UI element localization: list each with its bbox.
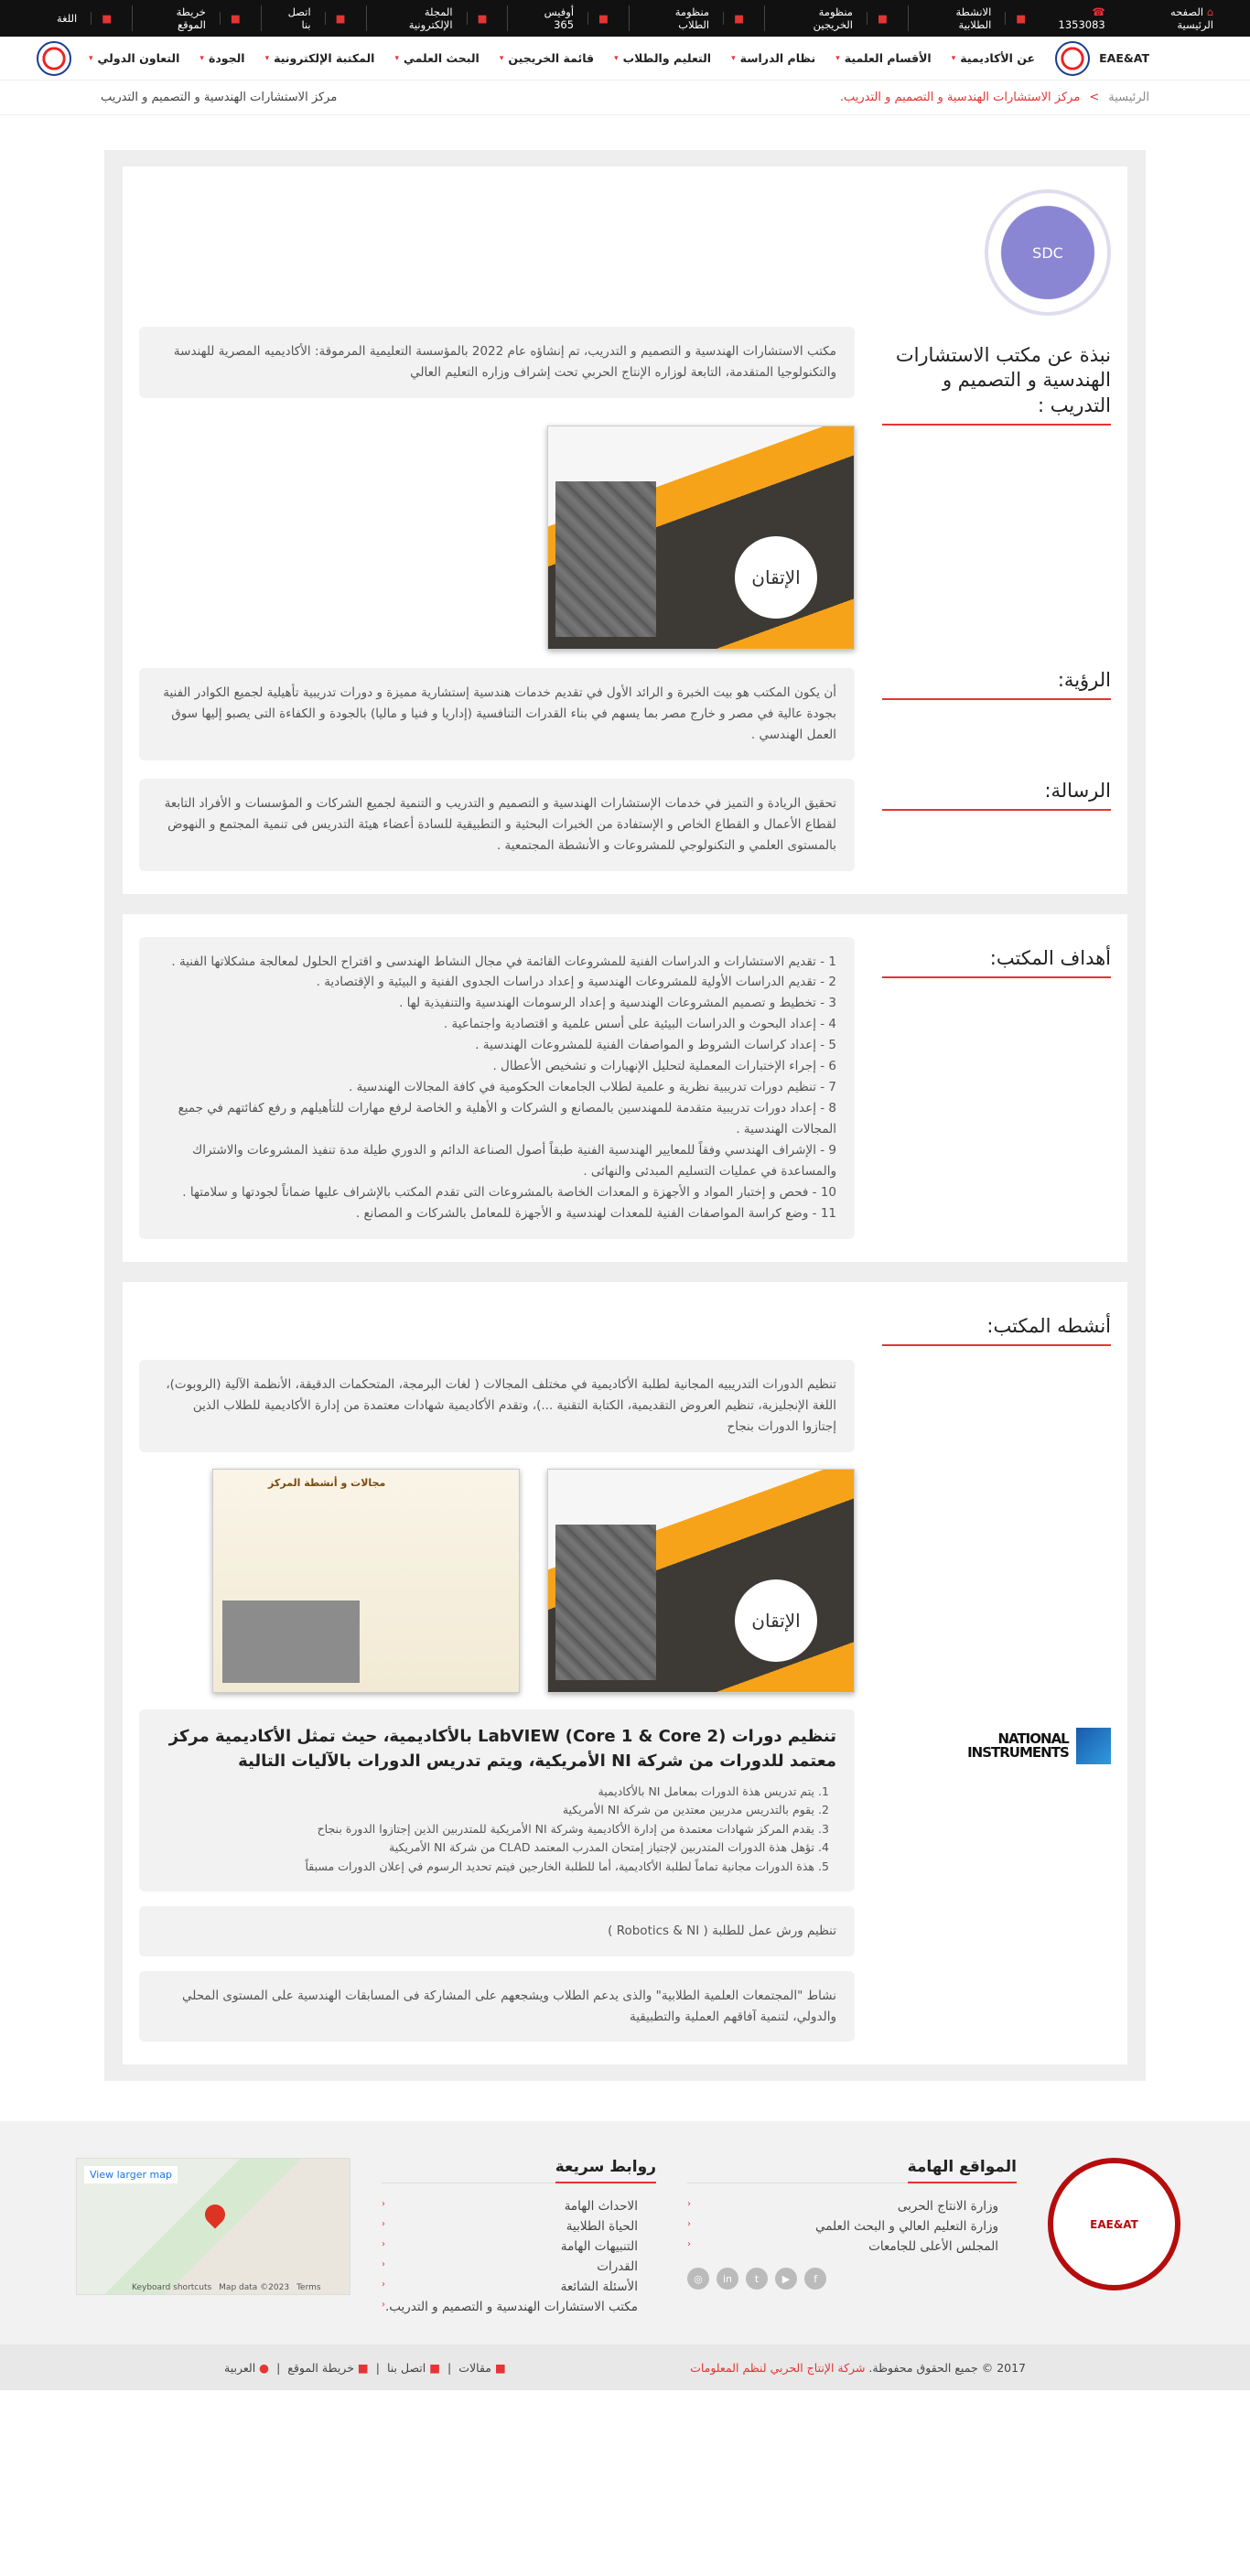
chevron-left-icon: ‹	[382, 2219, 385, 2230]
facebook-icon[interactable]: f	[804, 2268, 826, 2290]
goal-item: 4 - إعداد البحوث و الدراسات البيئية على أسس علمية و اقتصادية واجتماعية .	[443, 1017, 836, 1032]
chevron-left-icon: ‹	[382, 2259, 385, 2270]
site-link[interactable]: المجلس الأعلى للجامعات ‹	[687, 2239, 998, 2255]
top-link-graduates[interactable]: ■ منظومة الخريجين	[764, 5, 908, 31]
top-link-office365[interactable]: ■ أوفيس 365	[507, 5, 628, 31]
chevron-left-icon: ‹	[382, 2239, 385, 2250]
instagram-icon[interactable]: ◎	[687, 2268, 709, 2290]
chevron-left-icon: ‹	[382, 2280, 385, 2290]
social-links	[687, 2268, 1017, 2290]
chevron-down-icon: ▾	[951, 53, 956, 63]
office-poster: الإتقان	[547, 426, 855, 650]
chevron-down-icon: ▾	[614, 53, 619, 63]
goal-item: 10 - فحص و إختبار المواد و الأجهزة و المعدات الخاصة بالمشروعات التى تقدم المكتب بالإشراف عليها ضماناً لجودتها و سلامتها .	[182, 1184, 836, 1200]
articles-link[interactable]: ■ مقالات	[458, 2360, 506, 2375]
goal-item: 1 - تقديم الاستشارات و الدراسات الفنية للمشروعات القائمة في مجال النشاط الهندسى و اقتراح الحلول لمعالجة مشكلاتها الفنية .	[171, 954, 836, 969]
footer	[0, 2121, 1250, 2344]
bottom-bar: 2017 © جميع الحقوق محفوظة. شركة الإنتاج الحربي لنظم المعلومات ■ مقالات | ■ اتصل بنا | ■ خريطة الموقع | ● العربية	[0, 2344, 1250, 2390]
chevron-down-icon: ▾	[264, 53, 270, 63]
goal-item: 7 - تنظيم دورات تدريبية نظرية و علمية لطلاب الجامعات الحكومية في كافة المجالات الهندسية .	[348, 1080, 836, 1095]
copyright: 2017 © جميع الحقوق محفوظة. شركة الإنتاج الحربي لنظم المعلومات	[690, 2360, 1026, 2375]
chevron-down-icon: ▾	[199, 53, 204, 63]
top-link-sitemap[interactable]: ■ خريطة الموقع	[132, 5, 261, 31]
nav-item-research[interactable]: البحث العلمي ▾	[394, 51, 480, 65]
quick-link[interactable]: القدرات ‹	[382, 2259, 638, 2275]
map-pin-icon	[200, 2201, 229, 2229]
goal-item: 8 - إعداد دورات تدريبية متقدمة للمهندسين بالمصانع و الشركات و الأهلية و الخاصة لرفع مهارات للتأهيلهم و رفع كفائتهم في جميع المجالات الهندسية .	[178, 1101, 836, 1137]
chevron-down-icon: ▾	[731, 53, 736, 63]
chevron-down-icon: ▾	[835, 53, 840, 63]
activities-intro: تنظيم الدورات التدريبيه المجانية لطلبة الأكاديمية في مختلف المجالات ( لغات البرمجة، المتحكمات الدقيقة، الأنظمة الآلية (الروبوت)، اللغة الإنجليزية، تنظيم العروض التقديمية، الكتابة التقنية ...)، وتقدم الأكاديمية شهادات معتمدة من إدارة الأكاديمية للطلاب الذين إجتازوا الدورات بنجاح	[139, 1360, 855, 1452]
workshops-text: تنظيم ورش عمل للطلبة ( Robotics & NI )	[139, 1906, 855, 1956]
list-item: 5. هذة الدورات مجانية تماماً لطلبة الأكاديمية، أما للطلبة الخارجين فيتم تحديد الرسوم في إعلان الدورات مسبقاً	[157, 1858, 814, 1877]
chevron-down-icon: ▾	[394, 53, 399, 63]
nav-item-graduates[interactable]: قائمة الخريجين ▾	[499, 51, 595, 65]
main-nav	[0, 37, 1250, 81]
societies-text: نشاط "المجتمعات العلمية الطلابية" والذى يدعم الطلاب ويشجعهم على المشاركة فى المسابقات الهندسية على المستوى المحلي والدولي، لتنمية آفاقهم العملية والتطبيقية	[139, 1971, 855, 2042]
goal-item: 5 - إعداد كراسات الشروط و المواصفات الفنية للمشروعات الهندسية .	[475, 1038, 836, 1053]
top-link-journal[interactable]: ■ المجلة الإلكترونية	[366, 5, 508, 31]
home-icon: ⌂	[1206, 5, 1213, 18]
list-item: 4. تؤهل هذة الدورات المتدربين لإجتياز إمتحان المدرب المعتمد CLAD من شركة NI الأمريكية	[157, 1838, 814, 1858]
top-link-students[interactable]: ■ منظومة الطلاب	[629, 5, 764, 31]
activities-title: أنشطه المكتب:	[882, 1314, 1111, 1346]
goal-item: 3 - تخطيط و تصميم المشروعات الهندسية و إعداد الرسومات الهندسية والتنفيذية لها .	[399, 996, 836, 1011]
about-text: مكتب الاستشارات الهندسية و التصميم و التدريب، تم إنشاؤه عام 2022 بالمؤسسة التعليمية المرموقة: الأكاديميه المصرية للهندسة والتكنولوجيا المتقدمة، التابعة لوزاره الإنتاج الحربي تحت إشراف وزاره التعليم العالي	[139, 327, 855, 398]
nav-item-library[interactable]: المكتبة الإلكترونية ▾	[264, 51, 375, 65]
location-map[interactable]: View larger map Keyboard shortcuts Map data ©2023 Terms	[76, 2158, 350, 2295]
youtube-icon[interactable]: ▶	[775, 2268, 797, 2290]
list-item: 3. يقدم المركز شهادات معتمدة من إدارة الأكاديمية وشركة NI الأمريكية للمتدربين الذين إجتازوا الدورة بنجاح	[157, 1820, 814, 1839]
goal-item: 9 - الإشراف الهندسي وفقاً للمعايير الهندسية الفنية طبقاً أصول الصناعة الدائم و الدوري طيلة مدة تنفيذ المشروعات والاشتراك والمساعدة في عمليات التسليم المبدئى والنهائى .	[192, 1142, 836, 1179]
ni-logo-icon	[1076, 1728, 1111, 1764]
quick-link[interactable]: التنبيهات الهامة ‹	[382, 2239, 638, 2255]
national-instruments-logo: NATIONAL INSTRUMENTS	[900, 1728, 1111, 1764]
content-wrapper	[104, 150, 1146, 2081]
site-link[interactable]: وزارة التعليم العالي و البحث العلمي ‹	[687, 2219, 998, 2235]
quick-link[interactable]: الحياة الطلابية ‹	[382, 2219, 638, 2235]
nav-item-international[interactable]: التعاون الدولي ▾	[88, 51, 180, 65]
goal-item: 6 - إجراء الإختبارات المعملية لتحليل الإنهيارات و تشخيص الأعطال .	[492, 1059, 836, 1074]
academy-logo: EAE&AT	[1048, 2158, 1180, 2290]
top-bar	[0, 0, 1250, 37]
list-item: 2. يقوم بالتدريس مدربين معتدين من شركة NI الأمريكية	[157, 1801, 814, 1820]
goal-item: 11 - وضع كراسة المواصفات الفنية للمعدات لهندسية و الأجهزة للمعامل بالشركات و المصانع .	[355, 1205, 836, 1221]
top-link-activities[interactable]: ■ الانشطة الطلابية	[908, 5, 1046, 31]
linkedin-icon[interactable]: in	[717, 2268, 738, 2290]
university-seal	[37, 41, 71, 76]
chevron-left-icon: ‹	[687, 2219, 691, 2230]
goals-card	[123, 914, 1127, 1262]
nav-item-departments[interactable]: الأقسام العلمية ▾	[835, 51, 932, 65]
goals-list	[139, 937, 855, 1239]
breadcrumb-bar	[0, 81, 1250, 115]
breadcrumb-home[interactable]: الرئيسية	[1108, 91, 1149, 104]
goal-item: 2 - تقديم الدراسات الأولية للمشروعات الهندسية و إعداد دراسات الجدوى الفنية و البيئية و الإقتصادية .	[316, 975, 836, 990]
brand-logo	[1055, 41, 1090, 76]
office-poster: الإتقان	[547, 1469, 855, 1693]
activities-card	[123, 1282, 1127, 2065]
list-item: 1. يتم تدريس هذة الدورات بمعامل NI بالأكاديمية	[157, 1783, 814, 1802]
goals-title: أهداف المكتب:	[882, 946, 1111, 978]
labview-courses: تنظيم دورات LabVIEW (Core 1 & Core 2) بالأكاديمية، حيث تمثل الأكاديمية مركز معتمد للدورات من شركة NI الأمريكية، ويتم تدريس الدورات بالآليات التالية 1. يتم تدريس هذة الدورات بمعامل NI بالأكاديمية 2. يقوم بالتدريس مدربين معتدين من شركة NI الأمريكية 3. يقدم المركز شهادات معتمدة من إدارة الأكاديمية وشركة NI الأمريكية للمتدربين الذين إجتازوا الدورة بنجاح 4. تؤهل هذة الدورات المتدربين لإجتياز إمتحان المدرب المعتمد CLAD من شركة NI الأمريكية 5. هذة الدورات مجانية تماماً لطلبة الأكاديمية، أما للطلبة الخارجين فيتم تحديد الرسوم في إعلان الدورات مسبقاً	[139, 1709, 855, 1892]
sitemap-link[interactable]: ■ خريطة الموقع	[287, 2360, 369, 2375]
vision-text: أن يكون المكتب هو بيت الخبرة و الرائد الأول في تقديم خدمات هندسية إستشارية مميزة و دورات تدريبية تأهيلية لجميع الكوادر الفنية بجودة عالية في مصر و خارج مصر بما يسهم في بناء القدرات التنافسية (إداريا و فنيا و ماليا) بالجودة و الكفاءة التى يصبو إليها سوق العمل الهندسي .	[139, 668, 855, 760]
about-card	[123, 167, 1127, 894]
nav-item-study-system[interactable]: نظام الدراسة ▾	[731, 51, 816, 65]
home-link[interactable]: ⌂ الصفحه الرئيسية	[1169, 5, 1213, 31]
phone: ☎ 1353083	[1058, 5, 1105, 31]
brand[interactable]: EAE&AT	[1055, 41, 1149, 76]
sdc-logo: SDC	[985, 189, 1111, 316]
about-title: نبذة عن مكتب الاستشارات الهندسية و التصميم و التدريب :	[882, 343, 1111, 426]
breadcrumb: الرئيسية > مركز الاستشارات الهندسية و التصميم و التدريب.	[839, 91, 1149, 104]
sites-title: المواقع الهامة	[908, 2158, 1017, 2183]
chevron-left-icon: ‹	[382, 2199, 385, 2210]
chevron-down-icon: ▾	[88, 53, 93, 63]
twitter-icon[interactable]: t	[746, 2268, 768, 2290]
activities-flyer: مجالات و أنشطة المركز	[212, 1469, 520, 1693]
chevron-left-icon: ‹	[687, 2199, 691, 2210]
top-link-language[interactable]: ■ اللغة	[37, 12, 132, 25]
phone-icon: ☎	[1092, 5, 1105, 18]
quick-link[interactable]: الأسئلة الشائعة ‹	[382, 2280, 638, 2295]
chevron-down-icon: ▾	[499, 53, 504, 63]
quick-links-title: روابط سريعة	[555, 2158, 656, 2183]
quick-link[interactable]: مكتب الاستشارات الهندسية و التصميم و التدريب. ‹	[382, 2300, 638, 2315]
company-link[interactable]: شركة الإنتاج الحربي لنظم المعلومات	[690, 2360, 866, 2375]
contact-link[interactable]: ■ اتصل بنا	[386, 2360, 441, 2375]
nav-item-about[interactable]: عن الأكاديمية ▾	[951, 51, 1036, 65]
vision-title: الرؤية:	[882, 668, 1111, 700]
chevron-left-icon: ‹	[687, 2239, 691, 2250]
page-title: مركز الاستشارات الهندسية و التصميم و التدريب	[101, 91, 338, 104]
breadcrumb-current: مركز الاستشارات الهندسية و التصميم و التدريب.	[839, 91, 1081, 104]
nav-item-education[interactable]: التعليم والطلاب ▾	[614, 51, 712, 65]
site-link[interactable]: وزارة الانتاج الحربى ‹	[687, 2199, 998, 2215]
mission-text: تحقيق الريادة و التميز في خدمات الإستشارات الهندسية و التصميم و التدريب و التنمية لجميع الشركات و المؤسسات و الأفراد التابعة لقطاع الأعمال و القطاع الخاص و الإستفادة من الخبرات البحثية و التطبيقية للسادة أعضاء هيئة التدريس فى تنمية المجتمع و النهوض بالمستوى العلمي و التكنولوجي للمشروعات و الأنشطة المجتمعية .	[139, 779, 855, 871]
view-larger-map-button[interactable]: View larger map	[84, 2166, 178, 2183]
mission-title: الرسالة:	[882, 779, 1111, 811]
chevron-left-icon: ‹	[382, 2300, 385, 2311]
nav-item-quality[interactable]: الجودة ▾	[199, 51, 245, 65]
language-link[interactable]: ● العربية	[224, 2360, 270, 2375]
quick-link[interactable]: الاحداث الهامة ‹	[382, 2199, 638, 2215]
top-link-contact[interactable]: ■ اتصل بنا	[261, 5, 366, 31]
